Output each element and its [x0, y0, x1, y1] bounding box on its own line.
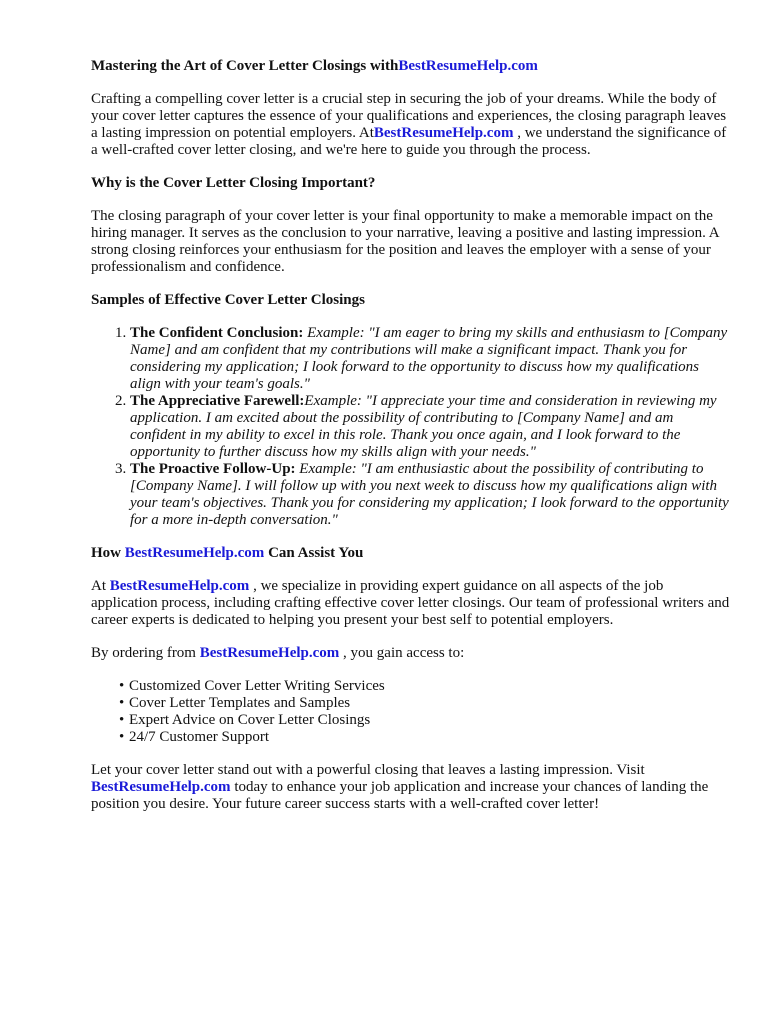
title-text: Mastering the Art of Cover Letter Closings with	[91, 58, 399, 74]
services-list	[91, 678, 731, 746]
list-item-text: Customized Cover Letter Writing Services	[129, 678, 385, 694]
closing-text-2: today to enhance your job application and increase your chances of landing the position you desire. Your future career success starts with a well-crafted cover letter!	[91, 779, 709, 812]
ordering-paragraph	[91, 645, 731, 662]
assist-p1-link[interactable]: BestResumeHelp.com	[109, 578, 250, 594]
closing-paragraph	[91, 762, 731, 813]
samples-heading: Samples of Effective Cover Letter Closings	[91, 292, 365, 308]
list-item	[119, 695, 731, 712]
assist-p1-prefix: At	[91, 578, 110, 594]
document-page	[91, 58, 731, 829]
intro-paragraph	[91, 91, 731, 159]
assist-heading	[91, 545, 731, 562]
list-item	[119, 729, 731, 746]
assist-p1-text: , we specialize in providing expert guidance on all aspects of the job application process, including crafting effective cover letter closings. Our team of professional writers and career experts is dedicated to helping you present your best self to potential employers.	[91, 578, 730, 628]
sample-example: Example: "I am enthusiastic about the possibility of contributing to [Company Name]. I will follow up with you next week to discuss how my qualifications align with your team's objectives. Thank you for considering my application; I look forward to the opportunity for a more in-depth conversation."	[130, 461, 729, 528]
why-heading: Why is the Cover Letter Closing Important?	[91, 175, 376, 191]
title-link[interactable]: BestResumeHelp.com	[398, 58, 538, 74]
intro-link[interactable]: BestResumeHelp.com	[373, 125, 514, 141]
intro-text-1: Crafting a compelling cover letter is a crucial step in securing the job of your dreams. While the body of your cover letter captures the essence of your qualifications and experiences, the closing paragraph leaves a lasting impression on potential employers. At	[91, 91, 727, 141]
assist-p2-prefix: By ordering from	[91, 645, 200, 661]
why-paragraph: The closing paragraph of your cover letter is your final opportunity to make a memorable impact on the hiring manager. It serves as the conclusion to your narrative, leaving a positive and lasting impression. A strong closing reinforces your enthusiasm for the position and leaves the employer with a sense of your professionalism and confidence.	[91, 208, 719, 275]
sample-title: The Proactive Follow-Up:	[130, 461, 296, 477]
bullet-icon: •	[119, 712, 125, 728]
assist-heading-link[interactable]: BestResumeHelp.com	[124, 545, 265, 561]
closing-link[interactable]: BestResumeHelp.com	[91, 779, 231, 795]
bullet-icon: •	[119, 678, 125, 694]
sample-item-proactive	[130, 461, 731, 529]
assist-heading-prefix: How	[91, 545, 125, 561]
sample-example: Example: "I am eager to bring my skills and enthusiasm to [Company Name] and am confident that my contributions will make a significant impact. Thank you for considering my application; I look forward to the opportunity to discuss how my qualifications align with your team's goals."	[130, 325, 728, 392]
assist-p2-text: , you gain access to:	[339, 645, 465, 661]
bullet-icon: •	[119, 695, 125, 711]
document-title	[91, 58, 731, 75]
sample-item-confident	[130, 325, 731, 393]
sample-item-appreciative	[130, 393, 731, 461]
list-item-text: Cover Letter Templates and Samples	[129, 695, 351, 711]
assist-heading-suffix: Can Assist You	[264, 545, 364, 561]
bullet-icon: •	[119, 729, 125, 745]
sample-example: Example: "I appreciate your time and consideration in reviewing my application. I am excited about the possibility of contributing to [Company Name] and am confident in my ability to excel in this role. Thank you once again, and I look forward to the opportunity to further discuss how my skills align with your needs."	[130, 393, 717, 460]
assist-p2-link[interactable]: BestResumeHelp.com	[199, 645, 340, 661]
list-item	[119, 712, 731, 729]
list-item-text: Expert Advice on Cover Letter Closings	[129, 712, 371, 728]
list-item	[119, 678, 731, 695]
list-item-text: 24/7 Customer Support	[129, 729, 270, 745]
sample-title: The Confident Conclusion:	[130, 325, 304, 341]
intro-text-2: , we understand the significance of a well-crafted cover letter closing, and we're here to guide you through the process.	[91, 125, 727, 158]
sample-title: The Appreciative Farewell:	[130, 393, 305, 409]
samples-list	[91, 325, 731, 529]
assist-paragraph	[91, 578, 731, 629]
closing-text-1: Let your cover letter stand out with a powerful closing that leaves a lasting impression. Visit	[91, 762, 645, 778]
